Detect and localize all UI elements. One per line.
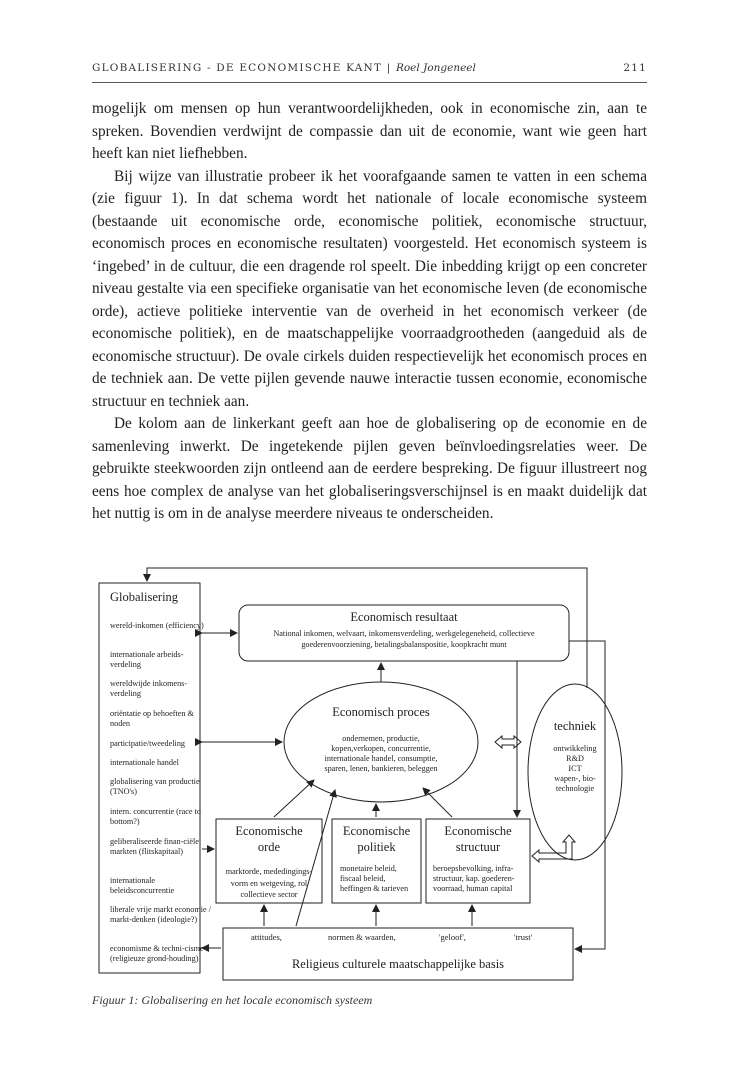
techniek-line: ontwikkeling xyxy=(553,744,597,753)
proces-line: internationale handel, consumptie, xyxy=(324,754,438,763)
page-number: 211 xyxy=(623,62,647,74)
structuur-line: structuur, kap. goederen- xyxy=(433,874,515,883)
orde-line: collectieve sector xyxy=(240,890,298,899)
politiek-line: heffingen & tarieven xyxy=(340,884,409,893)
paragraph: mogelijk om mensen op hun verantwoordelijkheden, ook in economische zin, aan te spreken. Bovendien verdwijnt de compassie dan uit de economie, want wie geen hart heeft kan niet liefhebben. xyxy=(92,100,647,162)
orde-proces-arrow xyxy=(274,780,314,817)
paragraph: Bij wijze van illustratie probeer ik het voorafgaande samen te vatten in een schema (zie figuur 1). In dat schema wordt het nationale of locale economische systeem (bestaande uit economische orde, economische politiek, economische structuur, economisch proces en economische resultaten) voorgesteld. Het economisch systeem is ‘ingebed’ in de cultuur, die een dragende rol speelt. Die inbedding krijgt op een concreter niveau gestalte via een specifieke organisatie van het economische leven (de economische orde), actieve politieke interventie van de overheid in het economisch verkeer (de economische politiek), en de maatschappelijke voorraadgrootheden (aangeduid als de economische structuur). De ovale cirkels duiden respectievelijk het economisch proces en de techniek aan. De vette pijlen gevende nauwe interactie tussen economie, economische structuur en techniek aan. xyxy=(92,167,647,410)
structuur-line: voorraad, human capital xyxy=(433,884,513,893)
globalisering-item: internationale handel xyxy=(110,758,179,767)
globalisering-item: internationale beleidsconcurrentie xyxy=(110,876,175,895)
techniek-line: technologie xyxy=(555,784,595,793)
structuur-techniek-bold-arrow xyxy=(532,835,575,862)
techniek-line: R&D xyxy=(566,754,584,763)
proces-line: ondernemen, productie, xyxy=(342,734,420,743)
orde-line: marktorde, mededingings- xyxy=(225,867,313,876)
globalisering-item: oriëntatie op behoeften & noden xyxy=(110,709,194,728)
basis-label: normen & waarden, xyxy=(328,932,396,942)
globalisering-item: wereld-inkomen (efficiency) xyxy=(110,621,204,630)
globalisering-item: internationale arbeids-verdeling xyxy=(110,650,184,669)
resultaat-line: National inkomen, welvaart, inkomensverdeling, werkgelegeneheid, collectieve xyxy=(273,629,535,638)
structuur-title: Economische xyxy=(444,824,512,838)
techniek-line: wapen-, bio- xyxy=(554,774,596,783)
resultaat-line: goederenvoorziening, betalingsbalanspositie, koopkracht munt xyxy=(301,640,507,649)
globalisering-item: liberale vrije markt economie / markt-denken (ideologie?) xyxy=(110,905,211,924)
figure-caption: Figuur 1: Globalisering en het locale economisch systeem xyxy=(92,993,373,1007)
proces-line: sparen, lenen, bankieren, beleggen xyxy=(324,764,438,773)
body-text xyxy=(92,98,647,526)
politiek-line: fiscaal beleid, xyxy=(340,874,386,883)
running-title: GLOBALISERING - DE ECONOMISCHE KANT xyxy=(92,62,383,74)
globalisering-item: globalisering van productie (TNO's) xyxy=(110,777,200,796)
basis-proces-arrow xyxy=(296,790,335,926)
header-author: Roel Jongeneel xyxy=(395,62,476,74)
basis-label: 'trust' xyxy=(514,932,533,942)
politiek-line: monetaire beleid, xyxy=(340,864,397,873)
globalisering-item: economisme & techni-cisme (religieuze grond-houding) xyxy=(110,944,204,963)
politiek-title: Economische xyxy=(342,824,411,838)
proces-line: kopen,verkopen, concurrentie, xyxy=(331,744,431,753)
resultaat-title: Economisch resultaat xyxy=(350,610,458,624)
basis-title: Religieus culturele maatschappelijke basis xyxy=(291,957,505,971)
paragraph: De kolom aan de linkerkant geeft aan hoe de globalisering op de economie en de samenleving inwerkt. De ingetekende pijlen geven beïnvloedingsrelaties weer. De gebruikte steekwoorden zijn ontleend aan de eerdere bespreking. De figuur illustreert nog eens hoe complex de analyse van het globaliseringsverschijnsel is en maakt duidelijk dat het nuttig is om in de analyse meerdere niveaus te onderscheiden. xyxy=(92,415,647,522)
basis-label: attitudes, xyxy=(251,932,282,942)
globalisering-item: geliberaliseerde finan-ciële markten (flitskapitaal) xyxy=(110,837,199,856)
structuur-title: structuur xyxy=(455,840,501,854)
orde-title: Economische xyxy=(235,824,303,838)
header-rule xyxy=(92,82,647,83)
proces-title: Economisch proces xyxy=(332,705,430,719)
orde-line: vorm en wetgeving, rol xyxy=(230,879,308,888)
techniek-line: ICT xyxy=(568,764,582,773)
techniek-title: techniek xyxy=(553,719,597,733)
globalisering-item: intern. concurrentie (race to bottom?) xyxy=(110,807,201,826)
orde-title: orde xyxy=(257,840,281,854)
politiek-title: politiek xyxy=(357,840,396,854)
globalisering-item: participatie/tweedeling xyxy=(110,739,186,748)
structuur-line: beroepsbevolking, infra- xyxy=(433,864,514,873)
globalisering-title: Globalisering xyxy=(110,590,179,604)
basis-label: 'geloof', xyxy=(439,932,466,942)
globalisering-item: wereldwijde inkomens-verdeling xyxy=(110,679,188,698)
figure-1 xyxy=(92,566,647,991)
header-separator: | xyxy=(386,62,392,74)
structuur-proces-arrow xyxy=(423,788,452,817)
